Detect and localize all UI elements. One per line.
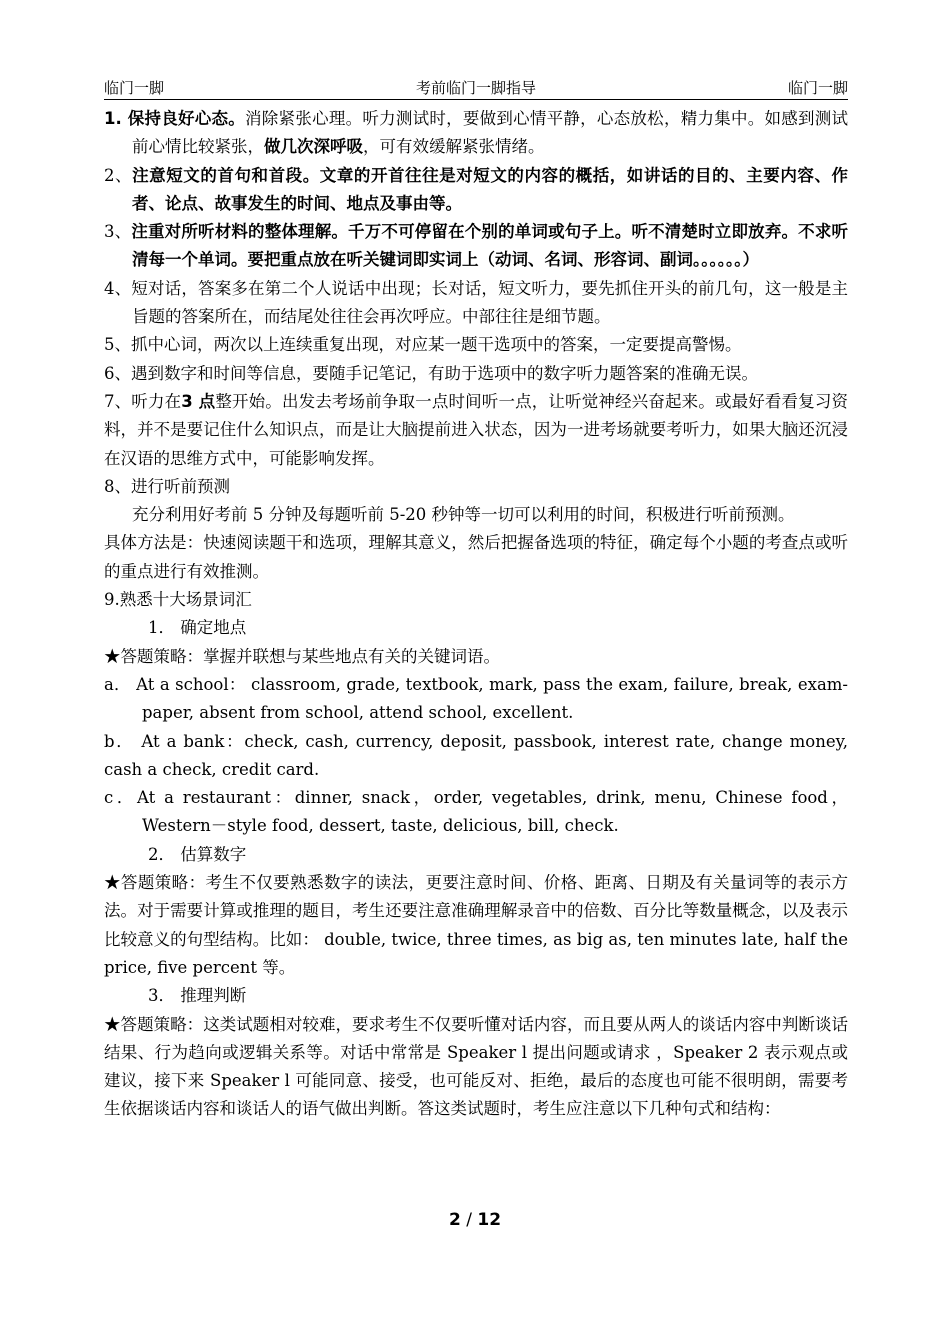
item-2 bbox=[104, 162, 848, 219]
section-1-title: 1． 确定地点 bbox=[148, 618, 247, 638]
header-right: 临门一脚 bbox=[787, 79, 848, 97]
item-1-number: 1. bbox=[104, 109, 128, 128]
item-1-text-b: ，可有效缓解紧张情绪。 bbox=[363, 137, 545, 157]
item-1-emphasis: 做几次深呼吸 bbox=[264, 137, 363, 157]
section-2-strategy: ★答题策略：考生不仅要熟悉数字的读法，更要注意时间、价格、距离、日期及有关量词等的表示方法。对于需要计算或推理的题目，考生还要注意准确理解录音中的倍数、百分比等数量概念，以及表示比较意义的句型结构。比如： double, twice, three times, as big as, ten minutes late, half the price, five percent 等。 bbox=[104, 873, 848, 977]
section-3-strategy: ★答题策略：这类试题相对较难，要求考生不仅要听懂对话内容，而且要从两人的谈话内容中判断谈话结果、行为趋向或逻辑关系等。对话中常常是 Speaker l 提出问题或请求 ，Speaker 2 表示观点或建议，接下来 Speaker l 可能同意、接受，也可能反对、拒绝，最后的态度也可能不很明朗，需要考生依据谈话内容和谈话人的语气做出判断。答这类试题时，考生应注意以下几种句式和结构： bbox=[104, 1014, 848, 1119]
item-4: 4、短对话，答案多在第二个人说话中出现；长对话，短文听力，要先抓住开头的前几句，这一般是主旨题的答案所在，而结尾处往往会再次呼应。中部往往是细节题。 bbox=[104, 278, 848, 327]
item-8-title: 8、进行听前预测 bbox=[104, 476, 230, 496]
item-8-paragraph-1: 充分利用好考前 5 分钟及每题听前 5-20 秒钟等一切可以利用的时间，积极进行听前预测。 bbox=[132, 505, 795, 525]
item-3-text: 注重对所听材料的整体理解。千万不可停留在个别的单词或句子上。听不清楚时立即放弃。不求听清每一个单词。要把重点放在听关键词即实词上（动词、名词、形容词、副词。。。。。。） bbox=[131, 222, 849, 270]
item-9-title: 9.熟悉十大场景词汇 bbox=[104, 590, 252, 610]
item-1-text-a: 消除紧张心理。听力测试时，要做到心情平静，心态放松，精力集中。如感到测试前心情比较紧张， bbox=[132, 109, 849, 157]
item-7-time: 3 点 bbox=[181, 391, 216, 411]
item-7-text-a: 7、听力在 bbox=[104, 391, 182, 411]
item-2-text: 注意短文的首句和首段。文章的开首往往是对短文的内容的概括，如讲话的目的、主要内容、作者、论点、故事发生的时间、地点及事由等。 bbox=[132, 165, 849, 213]
item-7-text-b: 整开始。出发去考场前争取一点时间听一点，让听觉神经兴奋起来。或最好看看复习资料，并不是要记住什么知识点，而是让大脑提前进入状态，因为一进考场就要考听力，如果大脑还沉浸在汉语的思维方式中，可能影响发挥。 bbox=[104, 391, 849, 468]
section-1-strategy: ★答题策略：掌握并联想与某些地点有关的关键词语。 bbox=[104, 646, 500, 666]
item-1-heading: 保持良好心态。 bbox=[127, 109, 246, 128]
document-body bbox=[104, 105, 848, 1124]
item-1 bbox=[104, 105, 848, 162]
section-3-title: 3． 推理判断 bbox=[148, 986, 247, 1006]
section-1-item-c: c．At a restaurant：dinner, snack，order, vegetables, drink, menu, Chinese food，Western－style food, dessert, taste, delicious, bill, check. bbox=[104, 788, 848, 836]
page-separator: / bbox=[460, 1210, 478, 1230]
item-8-paragraph-2: 具体方法是：快速阅读题干和选项，理解其意义，然后把握备选项的特征，确定每个小题的考查点或听的重点进行有效推测。 bbox=[104, 533, 848, 581]
item-5: 5、抓中心词，两次以上连续重复出现，对应某一题干选项中的答案，一定要提高警惕。 bbox=[104, 335, 742, 355]
section-1-item-a: a． At a school： classroom, grade, textbook, mark, pass the exam, failure, break, exam-paper, absent from school, attend school, excellent. bbox=[104, 674, 848, 723]
page-number bbox=[0, 1210, 950, 1230]
page-current: 2 bbox=[448, 1210, 461, 1230]
item-3-number: 3、 bbox=[104, 222, 132, 242]
section-2-title: 2． 估算数字 bbox=[148, 844, 247, 864]
page-header bbox=[104, 77, 848, 100]
header-center: 考前临门一脚指导 bbox=[415, 79, 536, 97]
header-left: 临门一脚 bbox=[104, 79, 165, 97]
item-7 bbox=[104, 388, 848, 473]
item-2-number: 2、 bbox=[104, 165, 133, 185]
section-1-item-b: b． At a bank：check, cash, currency, deposit, passbook, interest rate, change money, cash a check, credit card. bbox=[104, 731, 848, 779]
item-6: 6、遇到数字和时间等信息，要随手记笔记，有助于选项中的数字听力题答案的准确无误。 bbox=[104, 363, 758, 383]
page-total: 12 bbox=[477, 1210, 502, 1230]
item-3 bbox=[104, 218, 848, 275]
